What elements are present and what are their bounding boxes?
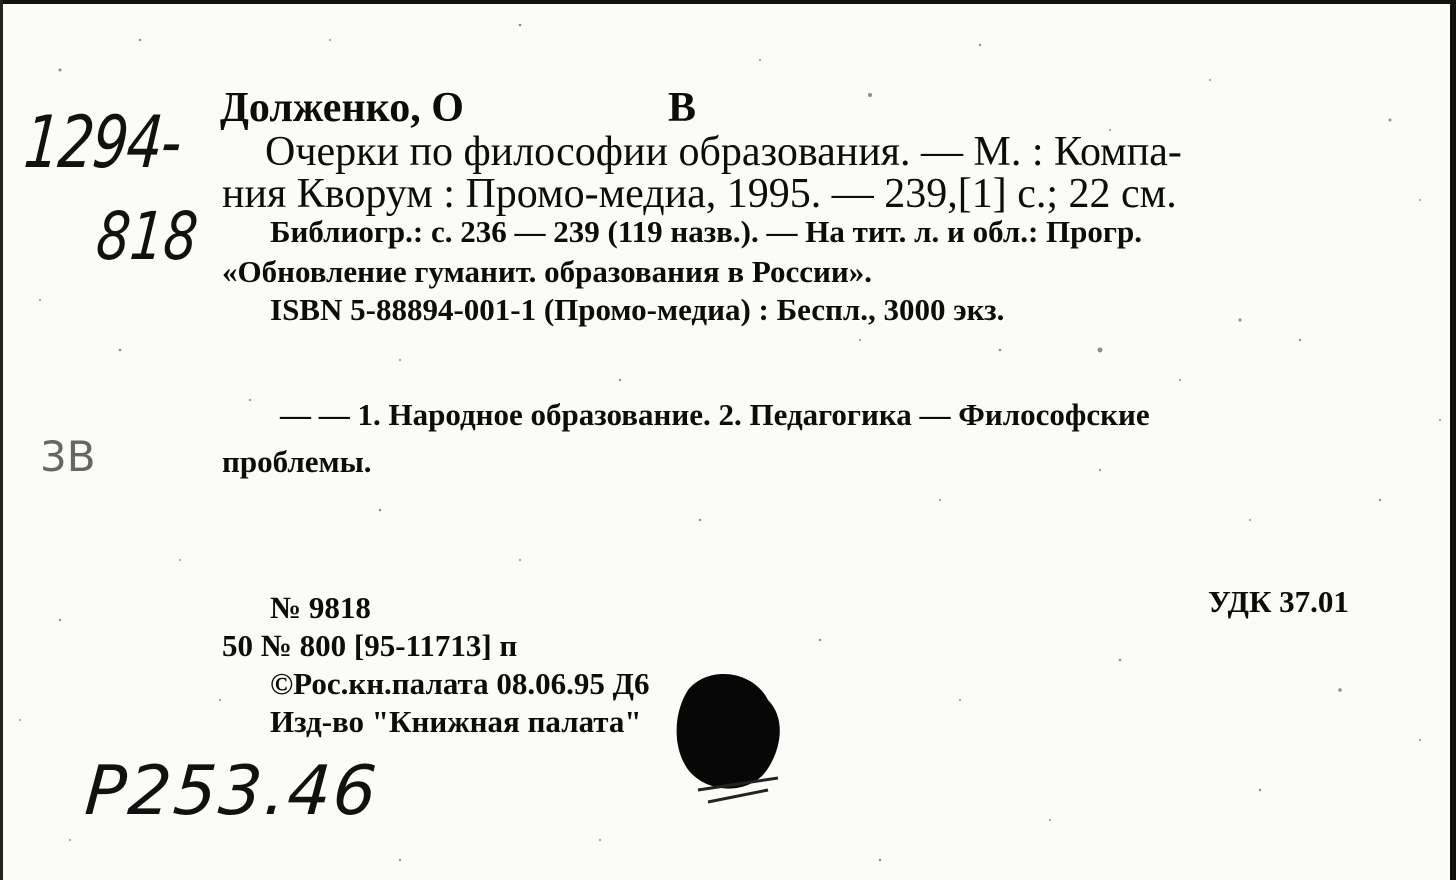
bibliography-note: Библиогр.: с. 236 — 239 (119 назв.). — На тит. л. и обл.: Прогр. — [270, 214, 1142, 249]
subjects-line-2: проблемы. — [222, 444, 372, 479]
copyright-line: ©Рос.кн.палата 08.06.95 Д6 — [270, 666, 650, 701]
card-number: № 9818 — [270, 590, 371, 625]
ink-blot — [668, 660, 798, 810]
pencil-mark: 3B — [40, 432, 96, 481]
registration-code: 50 № 800 [95-11713] п — [222, 628, 518, 663]
author-name: Долженко, О — [220, 85, 464, 131]
title-line-1: Очерки по философии образования. — М. : Компа- — [265, 129, 1182, 175]
isbn-line: ISBN 5-88894-001-1 (Промо-медиа) : Беспл., 3000 экз. — [270, 292, 1005, 327]
program-note: «Обновление гуманит. образования в России». — [222, 254, 872, 289]
author-initial: В — [668, 85, 697, 131]
call-number: P253.46 — [82, 752, 381, 831]
shelf-mark-top: 1294- — [21, 100, 184, 184]
udc-code: УДК 37.01 — [1208, 584, 1349, 619]
subjects-line-1: — — 1. Народное образование. 2. Педагогика — Философские — [280, 397, 1150, 432]
publisher-line: Изд-во "Книжная палата" — [270, 704, 642, 739]
shelf-mark-bottom: 818 — [93, 198, 201, 275]
title-line-2: ния Кворум : Промо-медиа, 1995. — 239,[1] с.; 22 см. — [222, 171, 1177, 217]
